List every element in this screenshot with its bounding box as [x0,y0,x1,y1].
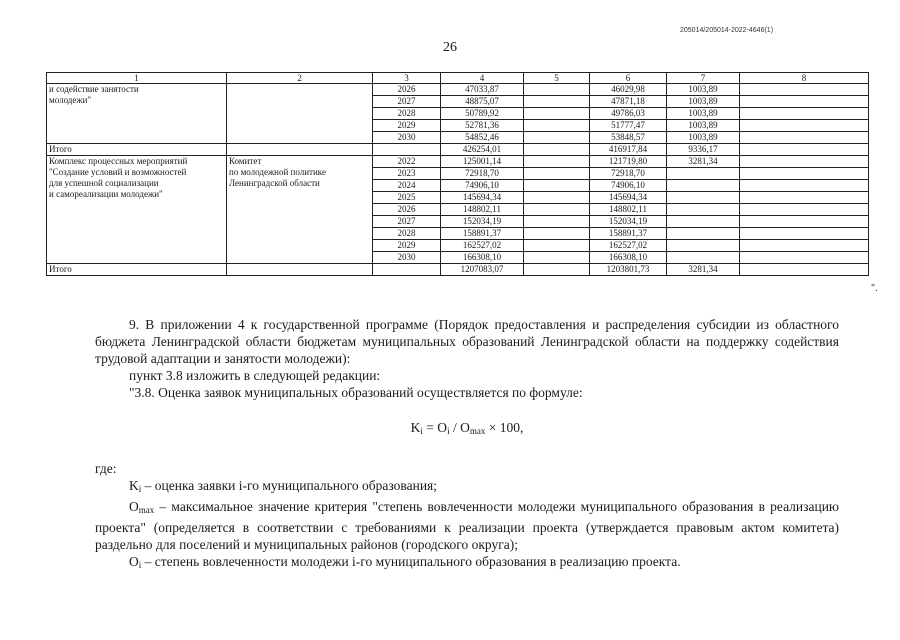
definition-k-text: – оценка заявки i-го муниципального образования; [141,478,437,493]
definition-k-symbol: K [129,478,139,493]
value-cell: 1003,89 [667,84,740,96]
value-cell [524,120,590,132]
column-header: 8 [740,73,869,84]
total-row [47,264,869,276]
value-cell [740,108,869,120]
value-cell: 49786,03 [590,108,667,120]
value-cell [524,108,590,120]
value-cell [524,228,590,240]
year-cell: 2026 [373,204,441,216]
value-cell [667,216,740,228]
year-cell: 2026 [373,84,441,96]
formula-k: K [410,420,421,435]
page-number: 26 [443,40,457,55]
total-value-cell: 1207083,07 [441,264,524,276]
year-cell: 2028 [373,228,441,240]
value-cell: 48875,07 [441,96,524,108]
empty-cell [227,144,373,156]
definition-omax-subscript: max [138,505,155,515]
formula-tail: × 100, [485,420,524,435]
value-cell [524,252,590,264]
empty-cell [373,144,441,156]
definition-oi [95,553,839,574]
total-value-cell [524,264,590,276]
table-header-row [47,73,869,84]
year-cell: 2029 [373,120,441,132]
formula-max-subscript: max [469,426,486,436]
closing-quote-mark: ". [871,283,878,294]
formula-divide-o: / O [449,420,470,435]
value-cell: 3281,34 [667,156,740,168]
value-cell [524,132,590,144]
year-cell: 2023 [373,168,441,180]
value-cell [524,216,590,228]
value-cell: 52781,36 [441,120,524,132]
value-cell: 166308,10 [590,252,667,264]
empty-cell [373,264,441,276]
year-cell: 2027 [373,216,441,228]
point-instruction: пункт 3.8 изложить в следующей редакции: [129,368,381,383]
value-cell: 74906,10 [590,180,667,192]
total-value-cell [740,264,869,276]
value-cell [524,192,590,204]
table-row [47,156,869,168]
total-row [47,144,869,156]
value-cell [740,96,869,108]
value-cell: 46029,98 [590,84,667,96]
definition-oi-subscript: i [138,560,142,570]
body-text [95,316,839,574]
year-cell: 2022 [373,156,441,168]
value-cell: 158891,37 [590,228,667,240]
value-cell: 166308,10 [441,252,524,264]
value-cell [667,252,740,264]
where-label: где: [95,461,117,476]
value-cell [740,180,869,192]
value-cell [667,204,740,216]
value-cell: 152034,19 [441,216,524,228]
value-cell: 54852,46 [441,132,524,144]
value-cell [524,84,590,96]
value-cell: 148802,11 [441,204,524,216]
year-cell: 2027 [373,96,441,108]
column-header: 7 [667,73,740,84]
value-cell [740,84,869,96]
total-label-cell: Итого [47,144,227,156]
value-cell: 145694,34 [441,192,524,204]
value-cell: 162527,02 [441,240,524,252]
table-body [47,84,869,276]
formula-equals-o: = O [422,420,448,435]
value-cell: 74906,10 [441,180,524,192]
value-cell [524,156,590,168]
document-id: 205014/205014-2022-4646(1) [680,27,774,34]
definition-omax-text: – максимальное значение критерия "степень вовлеченности молодежи муниципального образования в реализацию проекта" (определяется в соответствии с требованиями к реализации проекта (утверждается правовым актом комитета) раздельно для поселений и муниципальных районов (городского округа); [95,499,839,552]
value-cell: 72918,70 [441,168,524,180]
value-cell [740,192,869,204]
value-cell: 121719,80 [590,156,667,168]
value-cell: 1003,89 [667,120,740,132]
definition-omax [95,498,839,553]
value-cell [667,240,740,252]
value-cell: 152034,19 [590,216,667,228]
value-cell: 72918,70 [590,168,667,180]
value-cell: 148802,11 [590,204,667,216]
formula-k-subscript: i [420,426,423,436]
empty-cell [227,264,373,276]
value-cell [740,168,869,180]
value-cell: 47033,87 [441,84,524,96]
definition-k-subscript: i [138,484,142,494]
value-cell [667,228,740,240]
total-label-cell: Итого [47,264,227,276]
definition-omax-symbol: O [129,499,139,514]
total-value-cell [524,144,590,156]
executor-cell [227,84,373,144]
column-header: 5 [524,73,590,84]
definition-oi-symbol: O [129,554,139,569]
value-cell [667,168,740,180]
formula-o-subscript: i [447,426,450,436]
value-cell [524,180,590,192]
value-cell [740,120,869,132]
value-cell [740,156,869,168]
value-cell: 1003,89 [667,132,740,144]
total-value-cell: 416917,84 [590,144,667,156]
total-value-cell: 9336,17 [667,144,740,156]
total-value-cell: 1203801,73 [590,264,667,276]
value-cell: 51777,47 [590,120,667,132]
value-cell: 1003,89 [667,96,740,108]
column-header: 4 [441,73,524,84]
paragraph-9: 9. В приложении 4 к государственной программе (Порядок предоставления и распределения субсидии из областного бюджета Ленинградской области бюджетам муниципальных образований Ленинградской области на поддержку содействия трудовой адаптации и занятости молодежи): [95,317,839,366]
value-cell [740,228,869,240]
column-header: 6 [590,73,667,84]
value-cell: 145694,34 [590,192,667,204]
value-cell: 53848,57 [590,132,667,144]
total-value-cell [740,144,869,156]
year-cell: 2030 [373,132,441,144]
value-cell [524,240,590,252]
definition-oi-text: – степень вовлеченности молодежи i-го муниципального образования в реализацию проекта. [141,554,681,569]
value-cell [524,96,590,108]
value-cell [740,204,869,216]
program-name-cell: Комплекс процессных мероприятий "Создание условий и возможностей для успешной социализации и самореализации молодежи" [47,156,227,264]
definition-k [95,477,839,498]
value-cell: 162527,02 [590,240,667,252]
value-cell [740,252,869,264]
value-cell: 158891,37 [441,228,524,240]
column-header: 1 [47,73,227,84]
value-cell [740,240,869,252]
column-header: 2 [227,73,373,84]
formula [95,419,839,440]
value-cell: 1003,89 [667,108,740,120]
year-cell: 2030 [373,252,441,264]
value-cell: 125001,14 [441,156,524,168]
total-value-cell: 3281,34 [667,264,740,276]
value-cell [667,180,740,192]
value-cell: 50789,92 [441,108,524,120]
value-cell [524,204,590,216]
value-cell [524,168,590,180]
column-header: 3 [373,73,441,84]
value-cell [740,132,869,144]
year-cell: 2024 [373,180,441,192]
program-name-cell: и содействие занятости молодежи" [47,84,227,144]
value-cell: 47871,18 [590,96,667,108]
value-cell [740,216,869,228]
clause-3-8: "3.8. Оценка заявок муниципальных образований осуществляется по формуле: [129,385,583,400]
year-cell: 2025 [373,192,441,204]
table-row [47,84,869,96]
value-cell [667,192,740,204]
total-value-cell: 426254,01 [441,144,524,156]
budget-table [46,72,869,276]
executor-cell: Комитет по молодежной политике Ленинградской области [227,156,373,264]
year-cell: 2028 [373,108,441,120]
year-cell: 2029 [373,240,441,252]
